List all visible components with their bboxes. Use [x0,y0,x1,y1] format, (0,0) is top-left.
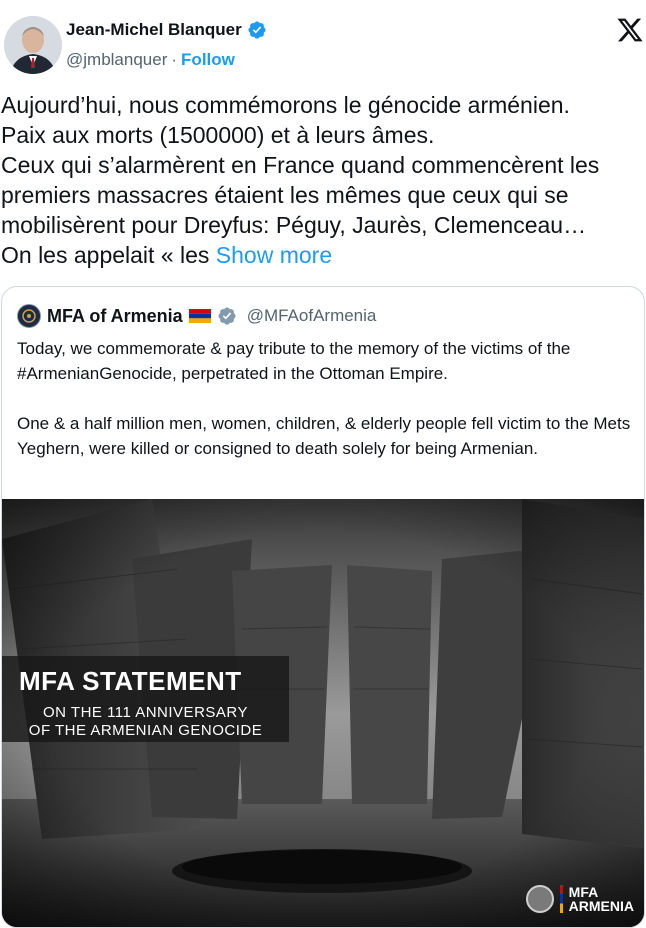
author-handle[interactable]: @jmblanquer [66,50,168,69]
armenian-flag-icon [189,309,211,323]
logo-line-1: MFA [568,884,599,900]
banner-subtitle [2,704,289,740]
tweet-body: Aujourd’hui, nous commémorons le génocide arménien. Paix aux morts (1500000) et à leurs âmes. Ceux qui s’alarmèrent en France quand commencèrent les premiers massacres étaient les mêmes que ceux qui se mobilisèrent pour Dreyfus: Péguy, Jaurès, Clemenceau… On les appelait « les [1,92,600,268]
quoted-paragraph-1: Today, we commemorate & pay tribute to the memory of the victims of the #ArmenianGenocide, perpetrated in the Ottoman Empire. [17,339,571,383]
logo-line-2: ARMENIA [568,898,634,914]
quoted-author-name[interactable]: MFA of Armenia [47,305,183,326]
quoted-author-avatar[interactable] [17,304,41,328]
mfa-armenia-logo [526,885,634,913]
banner-line-2: OF THE ARMENIAN GENOCIDE [28,722,263,739]
follow-button[interactable]: Follow [181,50,235,69]
x-logo-icon[interactable] [616,16,644,44]
handle-separator: · [171,50,178,69]
tricolor-bar [560,885,563,913]
quoted-tweet-header [17,304,376,328]
statement-banner [2,656,289,742]
tweet-header [0,0,646,92]
banner-title: MFA STATEMENT [19,666,242,696]
verified-badge-icon [247,20,267,40]
tweet-text [1,90,645,270]
banner-line-1: ON THE 111 ANNIVERSARY [43,704,248,721]
mfa-logo-text [569,885,634,913]
show-more-link[interactable]: Show more [215,242,333,268]
quoted-tweet-text [17,336,632,486]
coat-of-arms-icon [526,885,554,913]
quoted-media-image[interactable] [2,499,645,928]
gray-verified-badge-icon [217,306,237,326]
author-avatar[interactable] [4,16,62,74]
quoted-paragraph-2: One & a half million men, women, children, & elderly people fell victim to the Mets Yeghern, were killed or consigned to death solely for being Armenian. [17,414,631,458]
quoted-tweet[interactable] [1,286,645,928]
author-name[interactable]: Jean-Michel Blanquer [66,20,242,39]
quoted-author-handle[interactable]: @MFAofArmenia [246,306,377,325]
